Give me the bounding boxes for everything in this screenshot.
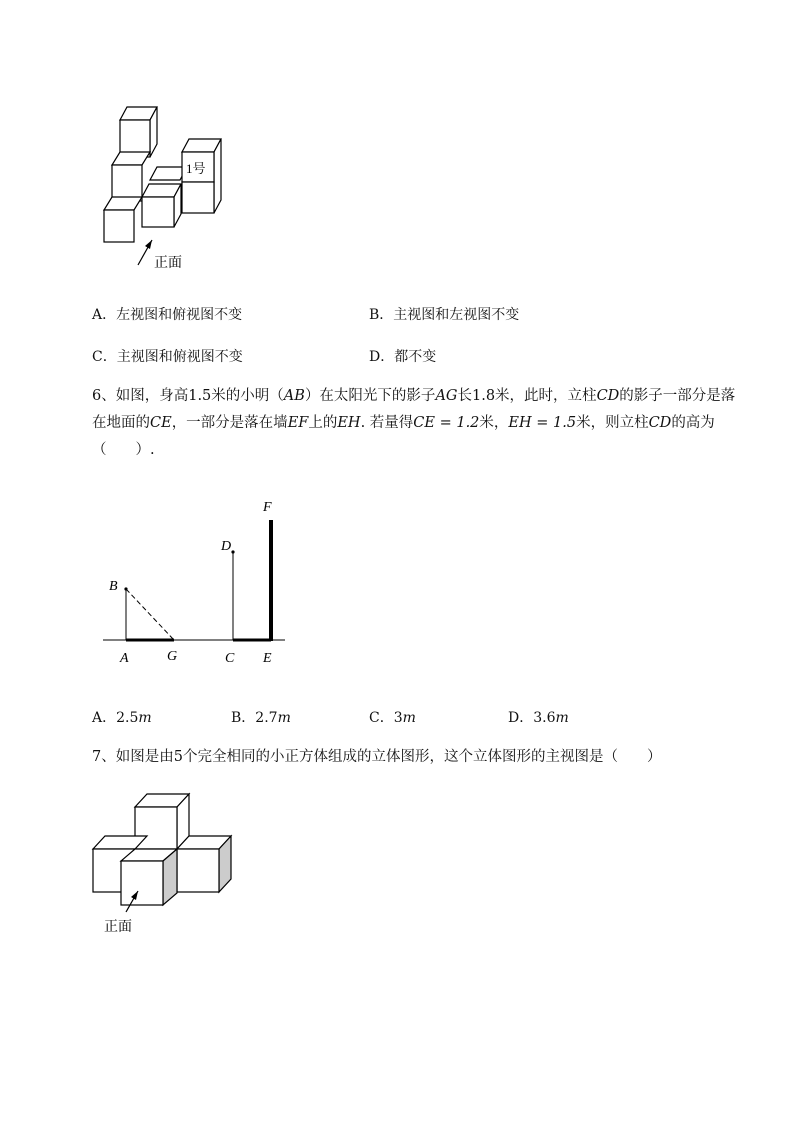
label-d: D: [221, 539, 232, 554]
label-b: B: [109, 579, 118, 594]
question-7-text: 7、如图是由5个完全相同的小正方体组成的立体图形，这个立体图形的主视图是（ ）: [92, 749, 662, 765]
label-c: C: [225, 651, 235, 666]
option-d-q6[interactable]: D．3.6m: [508, 710, 569, 726]
option-b-q6[interactable]: B．2.7m: [231, 710, 291, 726]
front-label-q5: 正面: [154, 256, 182, 271]
option-d-q5[interactable]: D．都不变: [369, 349, 437, 365]
label-g: G: [167, 649, 178, 664]
cube-cross-figure-q7: [88, 790, 238, 940]
option-a-q5[interactable]: A．左视图和俯视图不变: [92, 307, 243, 323]
option-c-q5[interactable]: C．主视图和俯视图不变: [92, 349, 243, 365]
shadow-figure-q6: [95, 490, 295, 670]
label-e: E: [263, 651, 272, 666]
label-f: F: [263, 500, 272, 515]
cube-label-1: 1号: [186, 161, 206, 176]
cube-stack-figure-q5: [90, 100, 240, 280]
option-c-q6[interactable]: C．3m: [369, 710, 416, 726]
front-label-q7: 正面: [104, 920, 132, 935]
label-a: A: [120, 651, 129, 666]
question-6-text: 6、如图，身高1.5米的小明（AB）在太阳光下的影子AG长1.8米，此时，立柱CD的影子一部分是落在地面的CE，一部分是落在墙EF上的EH. 若量得CE = 1.2米，EH = 1.5米，则立柱CD的高为（ ）.: [92, 388, 736, 458]
option-a-q6[interactable]: A．2.5m: [92, 710, 152, 726]
sun-ray: [126, 589, 174, 640]
option-b-q5[interactable]: B．主视图和左视图不变: [369, 307, 520, 323]
